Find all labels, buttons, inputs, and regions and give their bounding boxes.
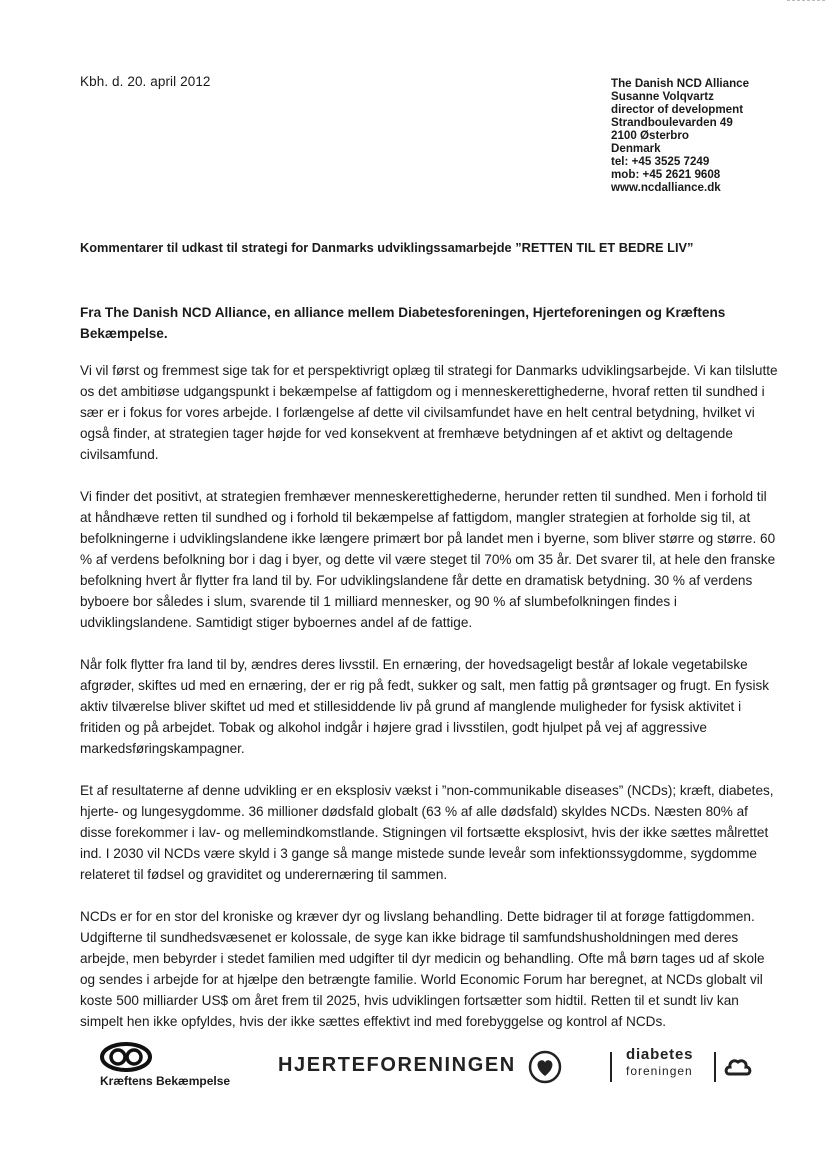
sender-line: Denmark: [611, 142, 661, 155]
body-paragraph: Vi vil først og fremmest sige tak for et perspektivrigt oplæg til strategi for Danmarks udviklingsarbejde. Vi kan tilslutte os det ambitiøse udgangspunkt i bekæmpelse af fattigdom og i menneskerettighederne, hvoraf retten til sundhed i sær er i fokus for vores arbejde. I forlængelse af dette vil civilsamfundet have en helt central betydning, hvilket vi også finder, at strategien tager højde for ved konsekvent at fremhæve betydningen af et aktivt og deltagende civilsamfund.: [80, 363, 778, 462]
body-paragraph: Når folk flytter fra land til by, ændres deres livsstil. En ernæring, der hovedsageligt består af lokale vegetabilske afgrøder, skiftes ud med en ernæring, der er rig på fedt, sukker og salt, men fattig på grøntsager og frugt. En fysisk aktiv tilværelse bliver skiftet ud med et stillesiddende liv på grund af manglende muligheder for fysisk aktivitet i fritiden og på arbejdet. Tobak og alkohol indgår i højere grad i livsstilen, godt hjulpet på vej af aggressive markedsføringskampagner.: [80, 657, 770, 756]
hjerteforeningen-logo: [278, 1050, 578, 1090]
diabetes-logo-text: diabetes: [626, 1046, 694, 1063]
sender-line: director of development: [611, 103, 744, 116]
kraeftens-bekaempelse-logo: [100, 1042, 240, 1090]
kraeftens-logo-text: Kræftens Bekæmpelse: [100, 1074, 231, 1088]
hjerteforeningen-logo-text: HJERTEFORENINGEN: [278, 1054, 516, 1076]
letter-from: Fra The Danish NCD Alliance, en alliance mellem Diabetesforeningen, Hjerteforeningen og Kræftens Bekæmpelse.: [80, 305, 726, 341]
sender-line: www.ncdalliance.dk: [611, 181, 721, 194]
scan-edge-mark: [787, 0, 825, 3]
sender-line: mob: +45 2621 9608: [611, 168, 721, 181]
footer-logos: [0, 1038, 825, 1098]
sender-line: 2100 Østerbro: [611, 129, 689, 142]
heart-emblem-icon: [528, 1050, 562, 1084]
letter-subject: Kommentarer til udkast til strategi for Danmarks udviklingssamarbejde ”RETTEN TIL ET BEDRE LIV”: [80, 240, 694, 255]
logo-divider: [610, 1052, 612, 1082]
logo-divider: [714, 1052, 716, 1082]
sender-line: Strandboulevarden 49: [611, 116, 733, 129]
sender-line: Susanne Volqvartz: [611, 90, 714, 103]
kraeftens-emblem-icon: [100, 1042, 152, 1072]
body-paragraph: NCDs er for en stor del kroniske og kræver dyr og livslang behandling. Dette bidrager til at forøge fattigdommen. Udgifterne til sundhedsvæsenet er kolossale, de syge kan ikke bidrage til samfundshusholdningen med deres arbejde, men bebyrder i stedet familien med udgifter til dyr medicin og behandling. Ofte må børn tages ud af skole og sendes i arbejde for at hjælpe den betrængte familie. World Economic Forum har beregnet, at NCDs globalt vil koste 500 milliarder US$ om året frem til 2025, hvis udviklingen fortsætter som hidtil. Retten til et sundt liv kan simpelt hen ikke opfyldes, hvis der ikke sættes effektivt ind med forebyggelse og kontrol af NCDs.: [80, 909, 765, 1029]
sender-line: tel: +45 3525 7249: [611, 155, 710, 168]
foreningen-logo-text: foreningen: [626, 1064, 693, 1078]
letter-date: Kbh. d. 20. april 2012: [80, 74, 211, 89]
diabetesforeningen-logo: [610, 1046, 760, 1090]
letter-body: [80, 360, 780, 1053]
body-paragraph: Et af resultaterne af denne udvikling er en eksplosiv vækst i ”non-communikable diseases” (NCDs); kræft, diabetes, hjerte- og lungesygdomme. 36 millioner dødsfald globalt (63 % af alle dødsfald) skyldes NCDs. Næsten 80% af disse forekommer i lav- og mellemindkomstlande. Stigningen vil fortsætte eksplosivt, hvis der ikke sættes målrettet ind. I 2030 vil NCDs være skyld i 3 gange så mange mistede sunde leveår som infektionssygdomme, sygdomme relateret til fødsel og graviditet og underernæring til sammen.: [80, 783, 774, 882]
diabetes-mark-icon: [724, 1052, 752, 1080]
body-paragraph: Vi finder det positivt, at strategien fremhæver menneskerettighederne, herunder retten til sundhed. Men i forhold til at håndhæve retten til sundhed og i forhold til bekæmpelse af fattigdom, mangler strategien at forholde sig til, at befolkningerne i udviklingslandene ikke længere primært bor på landet men i byerne, som bliver større og større. 60 % af verdens befolkning bor i dag i byer, og dette vil være steget til 70% om 35 år. Det svarer til, at hele den franske befolkning hvert år flytter fra land til by. For udviklingslandene får dette en dramatisk betydning. 30 % af verdens byboere bor således i slum, svarende til 1 milliard mennesker, og 90 % af slumbefolkningen findes i udviklingslandene. Samtidigt stiger byboernes andel af de fattige.: [80, 489, 776, 630]
sender-line: The Danish NCD Alliance: [611, 77, 750, 90]
sender-address-block: [611, 77, 811, 194]
